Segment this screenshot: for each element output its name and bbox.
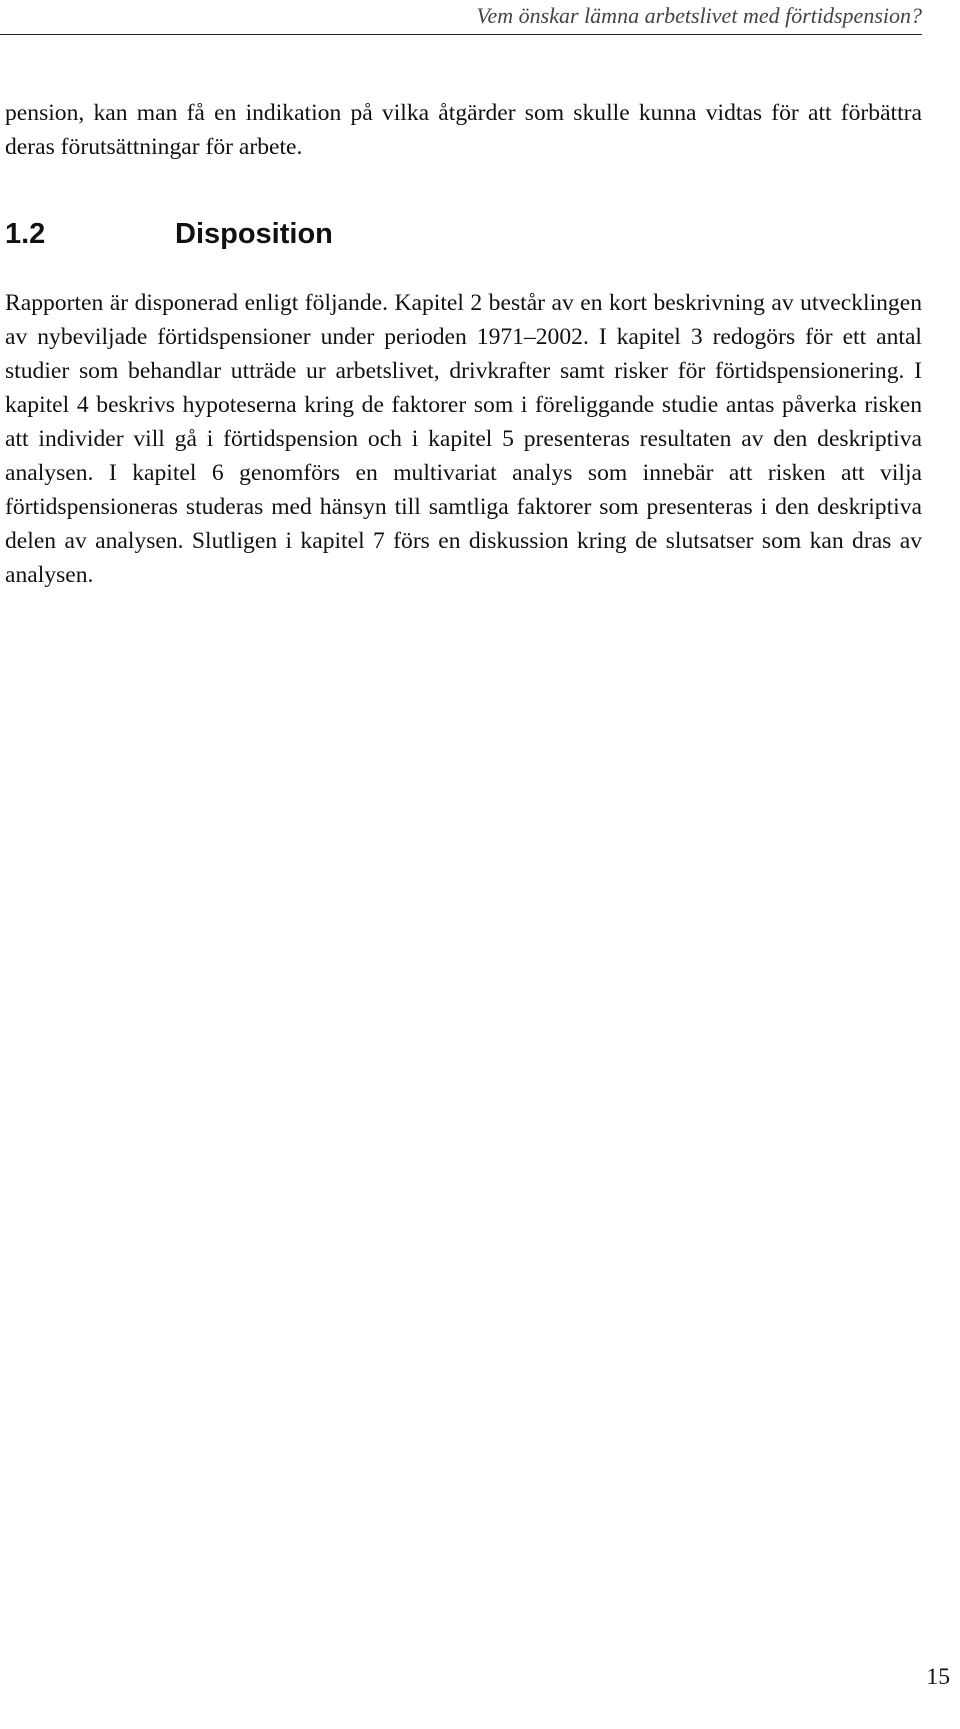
section-paragraph: Rapporten är disponerad enligt följande. Kapitel 2 består av en kort beskrivning av utvecklingen av nybeviljade förtidspensioner under perioden 1971–2002. I kapitel 3 redogörs för ett antal studier som behandlar utträde ur arbetslivet, drivkrafter samt risker för förtidspensionering. I kapitel 4 beskrivs hypoteserna kring de faktorer som i föreliggande studie antas påverka risken att individer vill gå i förtidspension och i kapitel 5 presenteras resultaten av den deskriptiva analysen. I kapitel 6 genomförs en multivariat analys som innebär att risken att vilja förtidspensioneras studeras med hänsyn till samtliga faktorer som presenteras i den deskriptiva delen av analysen. Slutligen i kapitel 7 förs en diskussion kring de slutsatser som kan dras av analysen.: [5, 290, 922, 588]
running-header-title: Vem önskar lämna arbetslivet med förtidspension?: [476, 3, 922, 28]
page-body: [5, 96, 922, 592]
section-heading: [5, 217, 922, 251]
section-title: Disposition: [175, 218, 333, 250]
running-header: [0, 0, 922, 35]
continuation-paragraph: pension, kan man få en indikation på vilka åtgärder som skulle kunna vidtas för att förbättra deras förutsättningar för arbete.: [5, 100, 922, 160]
section-number: 1.2: [5, 218, 46, 250]
page-number: 15: [926, 1664, 950, 1690]
